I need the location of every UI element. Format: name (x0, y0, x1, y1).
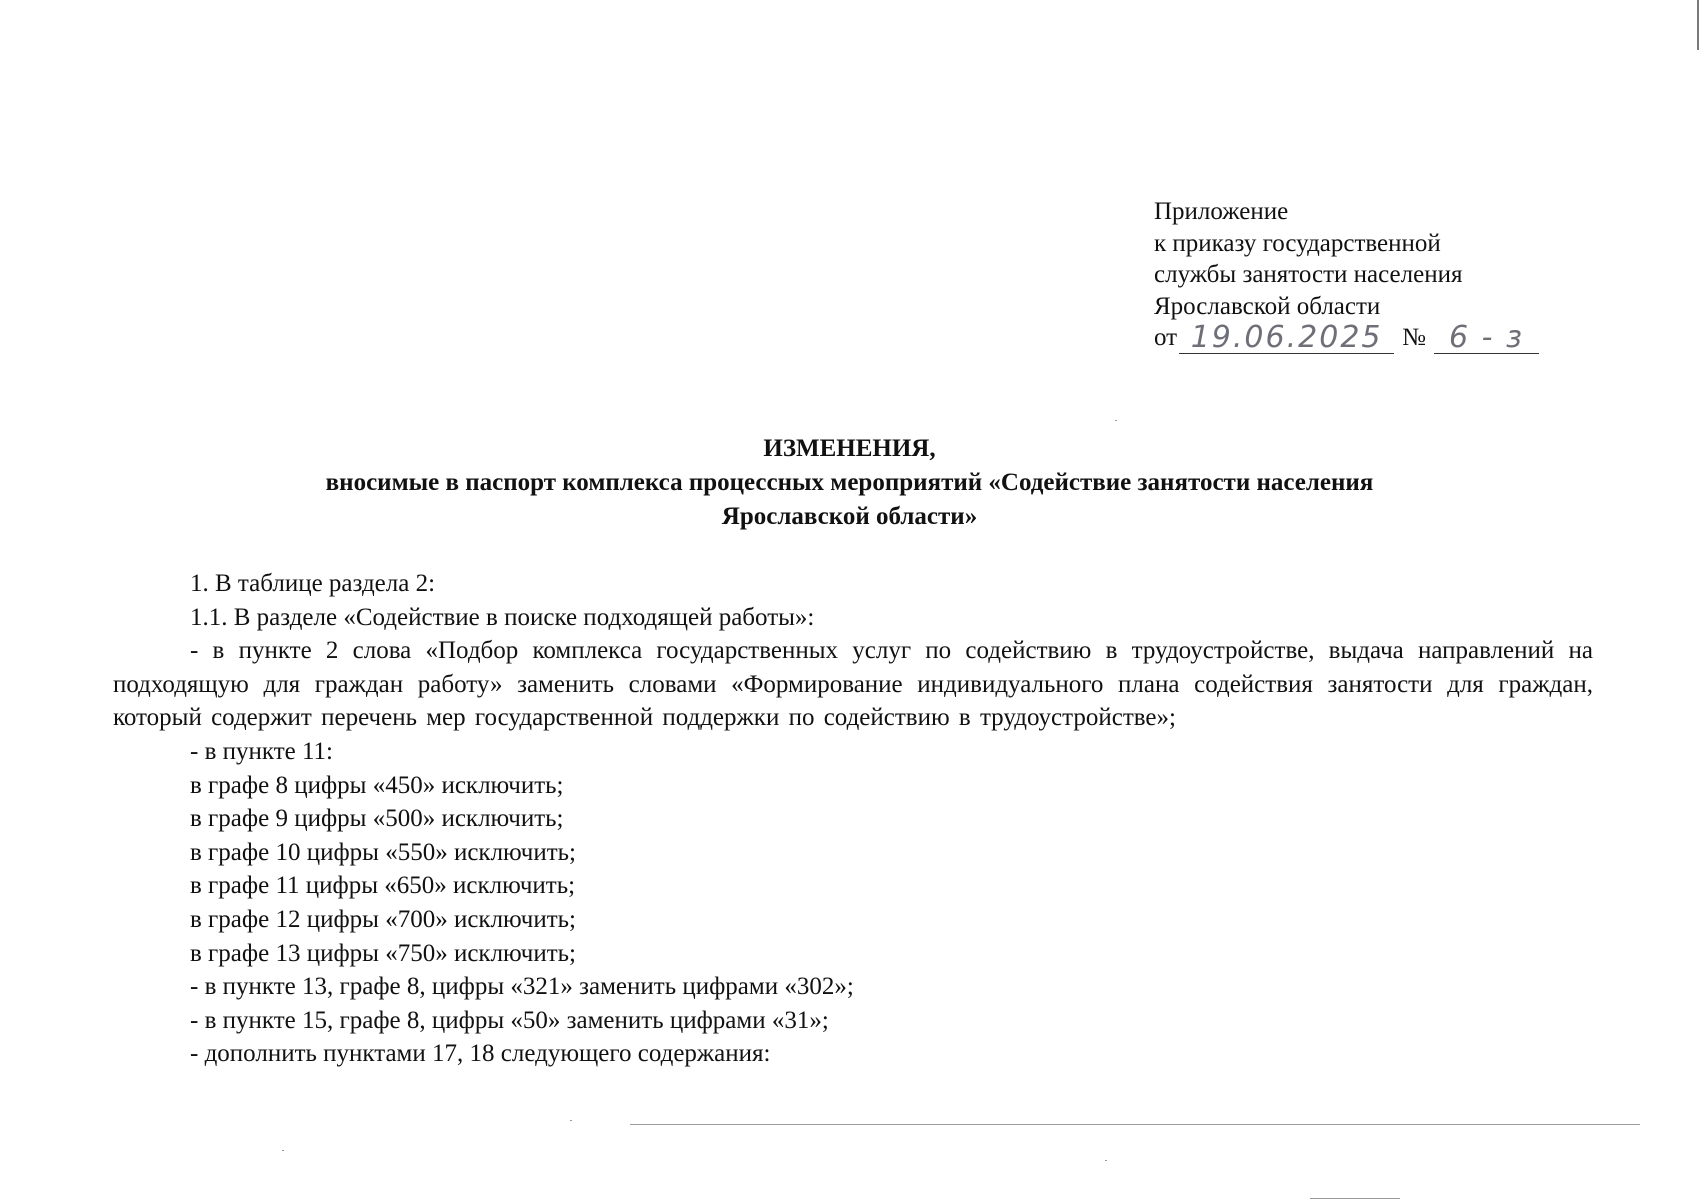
paragraph-item-2: - в пункте 2 слова «Подбор комплекса государственных услуг по содействию в трудоустройстве, выдача направлений на подходящую для граждан работу» заменить словами «Формирование индивидуального плана содействия занятости для граждан, который содержит перечень мер государственной поддержки по содействию в трудоустройстве»; (113, 637, 1593, 732)
appendix-line-3: службы занятости населения (1154, 261, 1463, 288)
document-title: ИЗМЕНЕНИЯ, (763, 435, 936, 462)
appendix-line-4: Ярославской области (1154, 292, 1381, 320)
appendix-line-2: к приказу государственной (1154, 229, 1441, 257)
scan-artifact-speck (1105, 1160, 1107, 1161)
list-item: в графе 9 цифры «500» исключить; (190, 805, 564, 833)
list-item: в графе 13 цифры «750» исключить; (190, 939, 576, 967)
scan-artifact-speck (1115, 420, 1117, 421)
appendix-line-1: Приложение (1154, 198, 1289, 225)
list-item: в графе 11 цифры «650» исключить; (190, 872, 576, 900)
list-item: в графе 8 цифры «450» исключить; (190, 771, 564, 799)
paragraph-1: 1. В таблице раздела 2: (190, 570, 436, 597)
appendix-block (1154, 196, 1539, 354)
paragraph-item-15: - в пункте 15, графе 8, цифры «50» заменить цифрами «31»; (190, 1006, 829, 1034)
from-label: от (1154, 324, 1178, 351)
scan-artifact-line (630, 1124, 1640, 1125)
paragraph-item-13: - в пункте 13, графе 8, цифры «321» заменить цифрами «302»; (190, 973, 854, 1001)
scan-artifact-speck (282, 1150, 284, 1151)
document-subtitle-line-1: вносимые в паспорт комплекса процессных мероприятий «Содействие занятости населения (325, 469, 1374, 496)
document-subtitle-line-2: Ярославской области» (721, 503, 978, 530)
scan-artifact-line (1310, 1198, 1400, 1199)
paragraph-add-items: - дополнить пунктами 17, 18 следующего содержания: (190, 1040, 771, 1068)
list-item: в графе 12 цифры «700» исключить; (190, 905, 576, 933)
number-label: № (1402, 324, 1426, 351)
order-date-number-line (1154, 319, 1539, 355)
handwritten-date: 19.06.2025 (1179, 323, 1394, 354)
scan-artifact-speck (570, 1120, 572, 1121)
handwritten-number: 6 - з (1434, 323, 1539, 354)
document-body (113, 567, 1593, 1071)
list-item: в графе 10 цифры «550» исключить; (190, 838, 576, 866)
paragraph-1-1: 1.1. В разделе «Содействие в поиске подходящей работы»: (190, 603, 815, 631)
paragraph-item-11: - в пункте 11: (190, 737, 333, 765)
